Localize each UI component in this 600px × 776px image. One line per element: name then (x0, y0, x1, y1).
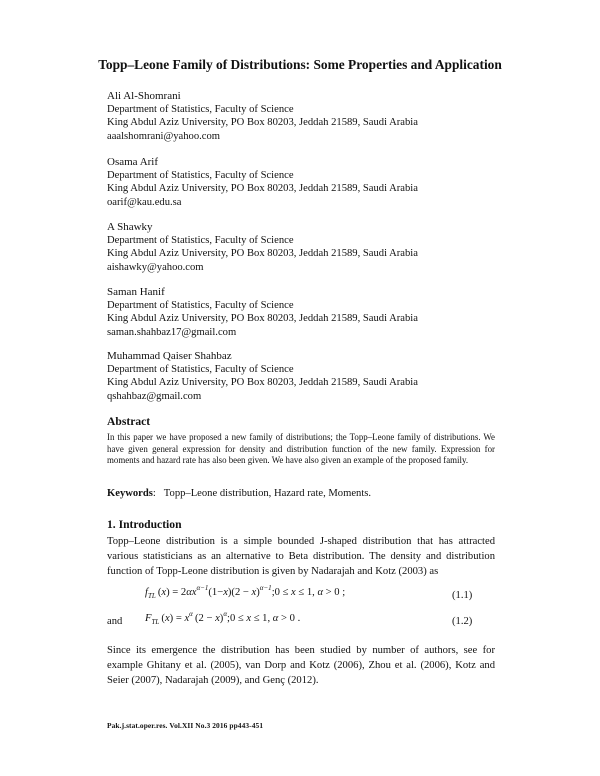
author-email: qshahbaz@gmail.com (107, 390, 202, 402)
equation-number: (1.2) (452, 616, 473, 627)
author-address: King Abdul Aziz University, PO Box 80203, Jeddah 21589, Saudi Arabia (107, 117, 418, 129)
author-email: aishawky@yahoo.com (107, 261, 204, 273)
author-block (107, 286, 418, 339)
introduction-paragraph: Topp–Leone distribution is a simple bounded J-shaped distribution that has attracted various statisticians as an alternative to Beta distribution. The density and distribution function of Topp-Leone distribution is given by Nadarajah and Kotz (2003) as (107, 536, 495, 577)
author-email: aaalshomrani@yahoo.com (107, 130, 221, 142)
author-name: Saman Hanif (107, 286, 165, 298)
author-block (107, 350, 418, 403)
keywords-line (107, 488, 371, 499)
author-block (107, 221, 418, 274)
author-address: King Abdul Aziz University, PO Box 80203, Jeddah 21589, Saudi Arabia (107, 377, 418, 389)
paper-title: Topp–Leone Family of Distributions: Some Properties and Application (98, 57, 502, 72)
author-block (107, 156, 418, 209)
author-department: Department of Statistics, Faculty of Science (107, 300, 294, 312)
author-name: Muhammad Qaiser Shahbaz (107, 350, 232, 362)
equation-1-1: $f_{TL}$ $(x) = 2\alpha x^{\alpha-1}(1-x)(2$ − $x)^{\alpha-1};0 \le x \le 1$, α > 0 ; (145, 584, 346, 600)
introduction-paragraph: Since its emergence the distribution has been studied by number of authors, see for example Ghitany et al. (2005), van Dorp and Kotz (2006), Zhou et al. (2006), Kotz and Seier (2007), Nadarajah (2009), and Genç (2012). (107, 645, 495, 686)
author-department: Department of Statistics, Faculty of Science (107, 235, 294, 247)
author-email: oarif@kau.edu.sa (107, 196, 182, 208)
author-name: Ali Al-Shomrani (107, 90, 181, 102)
abstract-text: In this paper we have proposed a new family of distributions; the Topp–Leone family of distributions. We have given general expression for density and distribution function of the new family. Expression for moments and hazard rate has also been given. We have also given an example of the proposed family. (107, 432, 495, 466)
equation-number: (1.1) (452, 590, 473, 601)
equation-1-2: $F_{TL}$ $(x) = x^\alpha$ $(2 - x)^\alpha;0 \le x \le 1$, α > 0 . (145, 610, 301, 626)
author-address: King Abdul Aziz University, PO Box 80203, Jeddah 21589, Saudi Arabia (107, 248, 418, 260)
journal-footer: Pak.j.stat.oper.res. Vol.XII No.3 2016 pp443-451 (107, 721, 264, 730)
author-address: King Abdul Aziz University, PO Box 80203, Jeddah 21589, Saudi Arabia (107, 313, 418, 325)
introduction-heading: 1. Introduction (107, 518, 182, 531)
author-email: saman.shahbaz17@gmail.com (107, 326, 237, 338)
author-department: Department of Statistics, Faculty of Science (107, 104, 294, 116)
keywords-colon: : (152, 488, 164, 499)
author-department: Department of Statistics, Faculty of Science (107, 170, 294, 182)
abstract-heading: Abstract (107, 415, 151, 428)
keywords-text: Topp–Leone distribution, Hazard rate, Moments. (163, 488, 372, 499)
author-department: Department of Statistics, Faculty of Science (107, 364, 294, 376)
and-connector: and (107, 616, 123, 627)
author-name: Osama Arif (107, 156, 159, 168)
author-block (107, 90, 418, 143)
author-address: King Abdul Aziz University, PO Box 80203, Jeddah 21589, Saudi Arabia (107, 183, 418, 195)
author-name: A Shawky (107, 221, 153, 233)
keywords-label: Keywords (107, 488, 153, 499)
